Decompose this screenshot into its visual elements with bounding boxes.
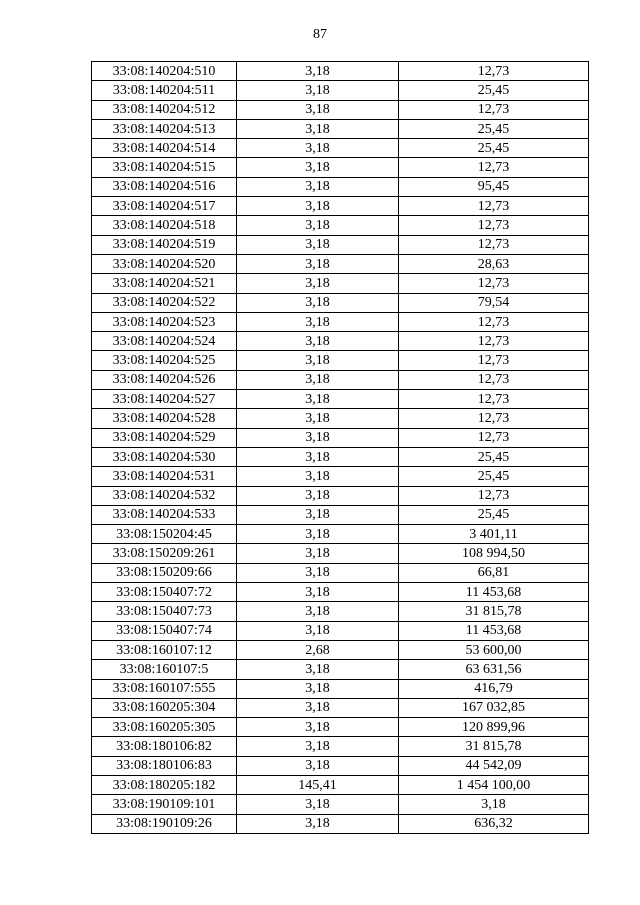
table-row — [92, 718, 589, 737]
cadastral-number-cell: 33:08:140204:523 — [92, 312, 237, 331]
page-number: 87 — [313, 27, 327, 42]
amount-cell: 31 815,78 — [399, 602, 589, 621]
table-row — [92, 312, 589, 331]
cadastral-number-cell: 33:08:140204:521 — [92, 274, 237, 293]
cadastral-number-cell: 33:08:140204:529 — [92, 428, 237, 447]
amount-cell: 12,73 — [399, 409, 589, 428]
table-row — [92, 640, 589, 659]
table-row — [92, 621, 589, 640]
amount-cell: 12,73 — [399, 235, 589, 254]
cadastral-number-cell: 33:08:140204:524 — [92, 332, 237, 351]
rate-cell: 3,18 — [237, 698, 399, 717]
table-row — [92, 660, 589, 679]
cadastral-number-cell: 33:08:150209:261 — [92, 544, 237, 563]
cadastral-number-cell: 33:08:140204:519 — [92, 235, 237, 254]
amount-cell: 12,73 — [399, 274, 589, 293]
amount-cell: 25,45 — [399, 81, 589, 100]
rate-cell: 3,18 — [237, 737, 399, 756]
table-row — [92, 370, 589, 389]
rate-cell: 3,18 — [237, 447, 399, 466]
rate-cell: 3,18 — [237, 100, 399, 119]
cadastral-number-cell: 33:08:150407:73 — [92, 602, 237, 621]
rate-cell: 3,18 — [237, 544, 399, 563]
amount-cell: 31 815,78 — [399, 737, 589, 756]
table-row — [92, 563, 589, 582]
rate-cell: 3,18 — [237, 428, 399, 447]
table-row — [92, 390, 589, 409]
table-row — [92, 139, 589, 158]
rate-cell: 3,18 — [237, 505, 399, 524]
rate-cell: 3,18 — [237, 814, 399, 833]
table-row — [92, 583, 589, 602]
amount-cell: 25,45 — [399, 139, 589, 158]
amount-cell: 12,73 — [399, 370, 589, 389]
cadastral-number-cell: 33:08:140204:526 — [92, 370, 237, 389]
amount-cell: 12,73 — [399, 100, 589, 119]
amount-cell: 79,54 — [399, 293, 589, 312]
rate-cell: 3,18 — [237, 563, 399, 582]
cadastral-number-cell: 33:08:150407:72 — [92, 583, 237, 602]
table-row — [92, 197, 589, 216]
rate-cell: 3,18 — [237, 197, 399, 216]
rate-cell: 2,68 — [237, 640, 399, 659]
amount-cell: 66,81 — [399, 563, 589, 582]
cadastral-number-cell: 33:08:140204:510 — [92, 62, 237, 81]
cadastral-number-cell: 33:08:140204:522 — [92, 293, 237, 312]
amount-cell: 3,18 — [399, 795, 589, 814]
table-body — [92, 62, 589, 834]
amount-cell: 12,73 — [399, 351, 589, 370]
cadastral-number-cell: 33:08:140204:531 — [92, 467, 237, 486]
table-row — [92, 216, 589, 235]
table-row — [92, 679, 589, 698]
cadastral-number-cell: 33:08:140204:533 — [92, 505, 237, 524]
cadastral-number-cell: 33:08:140204:515 — [92, 158, 237, 177]
rate-cell: 3,18 — [237, 139, 399, 158]
amount-cell: 12,73 — [399, 332, 589, 351]
cadastral-number-cell: 33:08:190109:101 — [92, 795, 237, 814]
rate-cell: 3,18 — [237, 332, 399, 351]
table-row — [92, 795, 589, 814]
rate-cell: 3,18 — [237, 274, 399, 293]
cadastral-number-cell: 33:08:150407:74 — [92, 621, 237, 640]
cadastral-number-cell: 33:08:140204:525 — [92, 351, 237, 370]
table-row — [92, 467, 589, 486]
table-row — [92, 100, 589, 119]
cadastral-number-cell: 33:08:160107:555 — [92, 679, 237, 698]
rate-cell: 3,18 — [237, 718, 399, 737]
rate-cell: 3,18 — [237, 660, 399, 679]
amount-cell: 28,63 — [399, 254, 589, 273]
rate-cell: 3,18 — [237, 390, 399, 409]
rate-cell: 3,18 — [237, 81, 399, 100]
amount-cell: 95,45 — [399, 177, 589, 196]
rate-cell: 3,18 — [237, 621, 399, 640]
cadastral-number-cell: 33:08:140204:517 — [92, 197, 237, 216]
amount-cell: 12,73 — [399, 390, 589, 409]
cadastral-number-cell: 33:08:140204:513 — [92, 119, 237, 138]
cadastral-number-cell: 33:08:160205:305 — [92, 718, 237, 737]
rate-cell: 3,18 — [237, 795, 399, 814]
cadastral-number-cell: 33:08:190109:26 — [92, 814, 237, 833]
amount-cell: 167 032,85 — [399, 698, 589, 717]
table-row — [92, 814, 589, 833]
rate-cell: 145,41 — [237, 775, 399, 794]
table-row — [92, 698, 589, 717]
table-row — [92, 428, 589, 447]
table-row — [92, 351, 589, 370]
cadastral-number-cell: 33:08:150204:45 — [92, 525, 237, 544]
table-row — [92, 274, 589, 293]
cadastral-number-cell: 33:08:180205:182 — [92, 775, 237, 794]
table-row — [92, 158, 589, 177]
rate-cell: 3,18 — [237, 756, 399, 775]
rate-cell: 3,18 — [237, 158, 399, 177]
rate-cell: 3,18 — [237, 254, 399, 273]
cadastral-number-cell: 33:08:140204:532 — [92, 486, 237, 505]
table-row — [92, 505, 589, 524]
table-row — [92, 775, 589, 794]
amount-cell: 12,73 — [399, 62, 589, 81]
table-row — [92, 737, 589, 756]
rate-cell: 3,18 — [237, 525, 399, 544]
cadastral-number-cell: 33:08:180106:83 — [92, 756, 237, 775]
cadastral-number-cell: 33:08:140204:520 — [92, 254, 237, 273]
rate-cell: 3,18 — [237, 486, 399, 505]
rate-cell: 3,18 — [237, 467, 399, 486]
amount-cell: 1 454 100,00 — [399, 775, 589, 794]
table-row — [92, 119, 589, 138]
table-row — [92, 525, 589, 544]
amount-cell: 63 631,56 — [399, 660, 589, 679]
amount-cell: 11 453,68 — [399, 583, 589, 602]
rate-cell: 3,18 — [237, 216, 399, 235]
amount-cell: 11 453,68 — [399, 621, 589, 640]
table-row — [92, 81, 589, 100]
amount-cell: 416,79 — [399, 679, 589, 698]
amount-cell: 12,73 — [399, 312, 589, 331]
cadastral-number-cell: 33:08:140204:512 — [92, 100, 237, 119]
cadastral-number-cell: 33:08:140204:528 — [92, 409, 237, 428]
amount-cell: 25,45 — [399, 447, 589, 466]
amount-cell: 636,32 — [399, 814, 589, 833]
amount-cell: 12,73 — [399, 197, 589, 216]
amount-cell: 25,45 — [399, 467, 589, 486]
amount-cell: 53 600,00 — [399, 640, 589, 659]
cadastral-number-cell: 33:08:140204:527 — [92, 390, 237, 409]
rate-cell: 3,18 — [237, 62, 399, 81]
rate-cell: 3,18 — [237, 602, 399, 621]
cadastral-number-cell: 33:08:140204:518 — [92, 216, 237, 235]
table-row — [92, 602, 589, 621]
rate-cell: 3,18 — [237, 312, 399, 331]
table-row — [92, 544, 589, 563]
rate-cell: 3,18 — [237, 370, 399, 389]
cadastral-number-cell: 33:08:140204:530 — [92, 447, 237, 466]
rate-cell: 3,18 — [237, 235, 399, 254]
table-row — [92, 447, 589, 466]
amount-cell: 108 994,50 — [399, 544, 589, 563]
table-row — [92, 756, 589, 775]
cadastral-number-cell: 33:08:150209:66 — [92, 563, 237, 582]
table-row — [92, 177, 589, 196]
amount-cell: 12,73 — [399, 158, 589, 177]
cadastral-number-cell: 33:08:160205:304 — [92, 698, 237, 717]
table-row — [92, 293, 589, 312]
cadastral-number-cell: 33:08:140204:511 — [92, 81, 237, 100]
amount-cell: 25,45 — [399, 119, 589, 138]
cadastral-number-cell: 33:08:180106:82 — [92, 737, 237, 756]
table-row — [92, 332, 589, 351]
table-row — [92, 235, 589, 254]
rate-cell: 3,18 — [237, 583, 399, 602]
data-table — [91, 61, 589, 834]
cadastral-number-cell: 33:08:160107:5 — [92, 660, 237, 679]
rate-cell: 3,18 — [237, 679, 399, 698]
rate-cell: 3,18 — [237, 293, 399, 312]
rate-cell: 3,18 — [237, 177, 399, 196]
rate-cell: 3,18 — [237, 119, 399, 138]
cadastral-number-cell: 33:08:140204:514 — [92, 139, 237, 158]
amount-cell: 12,73 — [399, 216, 589, 235]
amount-cell: 120 899,96 — [399, 718, 589, 737]
amount-cell: 3 401,11 — [399, 525, 589, 544]
cadastral-number-cell: 33:08:140204:516 — [92, 177, 237, 196]
table-row — [92, 486, 589, 505]
rate-cell: 3,18 — [237, 351, 399, 370]
amount-cell: 12,73 — [399, 428, 589, 447]
rate-cell: 3,18 — [237, 409, 399, 428]
table-row — [92, 62, 589, 81]
amount-cell: 25,45 — [399, 505, 589, 524]
cadastral-number-cell: 33:08:160107:12 — [92, 640, 237, 659]
table-row — [92, 254, 589, 273]
table-row — [92, 409, 589, 428]
amount-cell: 12,73 — [399, 486, 589, 505]
amount-cell: 44 542,09 — [399, 756, 589, 775]
